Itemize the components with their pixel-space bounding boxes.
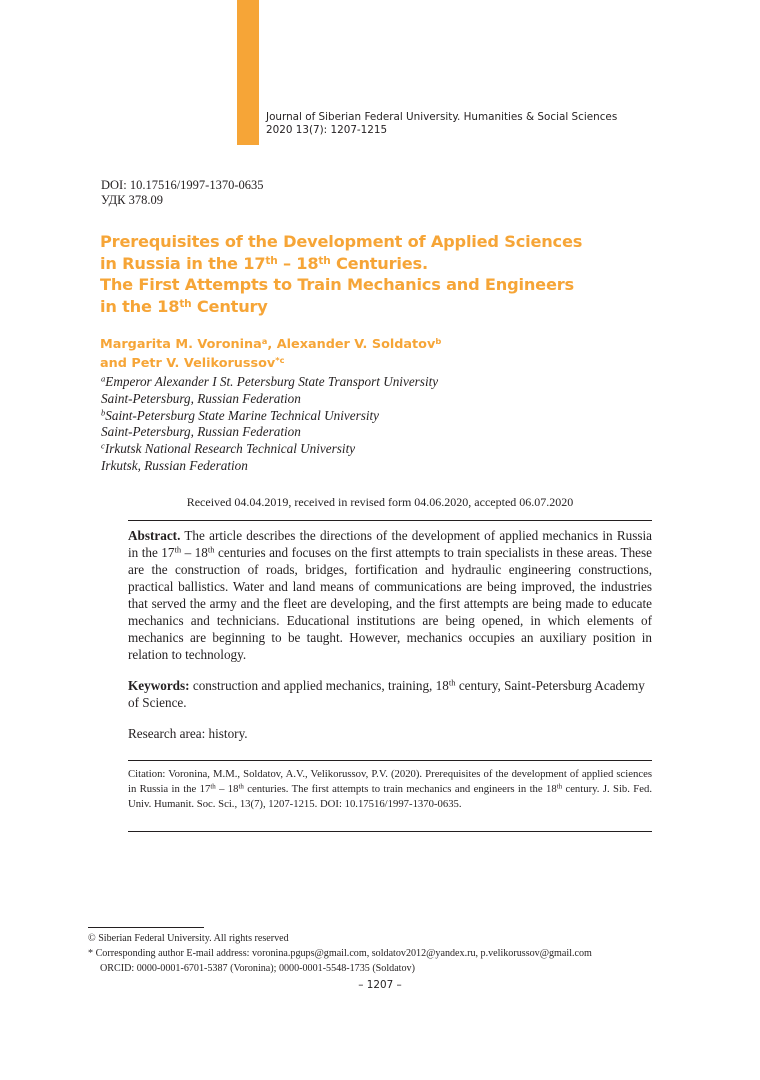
copyright-note: © Siberian Federal University. All rights reserved — [88, 933, 289, 944]
affiliation-b: $^b$Saint-Petersburg State Marine Technical University — [101, 407, 380, 423]
affiliation-c-city: Irkutsk, Russian Federation — [101, 457, 248, 473]
footnote-rule — [88, 927, 204, 928]
journal-header — [266, 111, 617, 137]
affiliation-a: $^a$Emperor Alexander I St. Petersburg State Transport University — [101, 373, 439, 389]
header-accent-bar — [237, 0, 259, 145]
page-number: – 1207 – — [358, 979, 402, 991]
citation: Citation: Voronina, M.M., Soldatov, A.V., Velikorussov, P.V. (2020). Prerequisites of the development of applied sciences in Russia in the 17th – 18th centuries. The first attempts to train mechanics and engineers in the 18th century. J. Sib. Fed. Univ. Humanit. Soc. Sci., 13(7), 1207-1215. DOI: 10.17516/1997-1370-0635. — [128, 768, 653, 810]
doi: DOI: 10.17516/1997-1370-0635 — [101, 178, 264, 192]
udk: УДК 378.09 — [101, 193, 163, 207]
abstract-top-rule — [128, 520, 652, 521]
article-identifiers — [101, 178, 264, 208]
citation-bottom-rule — [128, 831, 652, 832]
abstract-label: Abstract. — [128, 528, 181, 543]
citation-top-rule — [128, 760, 652, 761]
affiliations — [101, 374, 438, 475]
authors-line-1: Margarita M. Voronina$^a$, Alexander V. Soldatov$^b$ — [100, 335, 442, 352]
author-soldatov: Alexander V. Soldatov — [276, 337, 436, 352]
title-line-1: Prerequisites of the Development of Applied Sciences — [100, 232, 583, 251]
journal-name: Journal of Siberian Federal University. Humanities & Social Sciences — [266, 111, 618, 123]
abstract: Abstract. The article describes the directions of the development of applied mechanics in Russia in the 17th – 18th centuries and focuses on the first attempts to train specialists in these areas. These are the construction of roads, bridges, fortification and hydraulic engineering constructions, practical ballistics. Water and land means of communications are being improved, the industries that served the army and the fleet are developing, and the first attempts are being made to educate mechanics and technicians. Educational institutions are being opened, in which elements of mechanics are beginning to be taught. However, mechanics occupies an auxiliary position in relation to technology. — [128, 528, 653, 662]
affiliation-a-city: Saint-Petersburg, Russian Federation — [101, 390, 301, 406]
footnotes — [88, 931, 592, 976]
received-dates: Received 04.04.2019, received in revised form 04.06.2020, accepted 06.07.2020 — [186, 495, 574, 509]
authors — [100, 335, 441, 373]
article-title — [100, 231, 620, 317]
affiliation-c: $^c$Irkutsk National Research Technical University — [101, 440, 356, 457]
affiliation-b-city: Saint-Petersburg, Russian Federation — [101, 424, 301, 440]
keywords: Keywords: construction and applied mechanics, training, 18th century, Saint-Petersburg Academy of Science. — [128, 677, 645, 710]
research-area: Research area: history. — [128, 726, 248, 741]
keywords-label: Keywords: — [128, 678, 190, 693]
orcid-note: ORCID: 0000-0001-6701-5387 (Voronina); 0000-0001-5548-1735 (Soldatov) — [100, 963, 415, 974]
authors-line-2: and Petr V. Velikorussov$^{*c}$ — [100, 354, 285, 371]
title-line-3: The First Attempts to Train Mechanics and Engineers — [100, 275, 574, 294]
title-line-2: in Russia in the 17th – 18th Centuries. — [100, 253, 428, 273]
corresponding-author-note: * Corresponding author E-mail address: voronina.pgups@gmail.com, soldatov2012@yandex.ru, p.velikorussov@gmail.com — [88, 948, 592, 959]
journal-issue: 2020 13(7): 1207-1215 — [266, 124, 388, 136]
title-line-4: in the 18th Century — [100, 296, 268, 316]
author-voronina: Margarita M. Voronina — [100, 337, 262, 352]
author-velikorussov: and Petr V. Velikorussov — [100, 356, 276, 371]
